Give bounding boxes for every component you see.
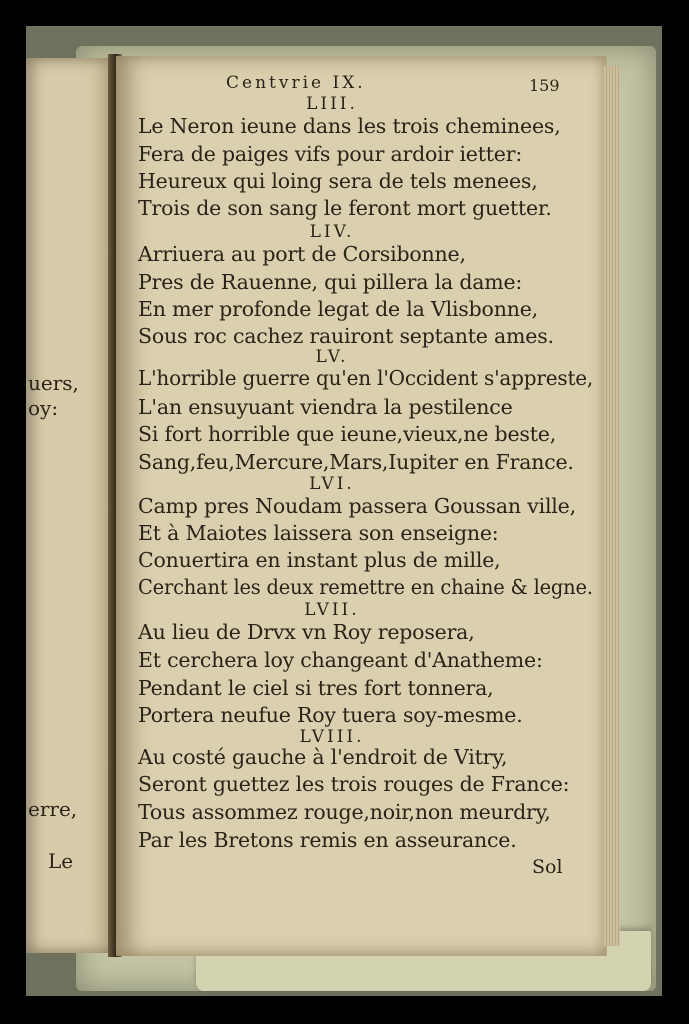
verse-line: L'an ensuyuant viendra la pestilence	[138, 395, 513, 419]
left-fragment: uers,	[28, 371, 79, 395]
verse-line: Heureux qui loing sera de tels menees,	[138, 169, 538, 193]
quatrain-number: LVI.	[309, 474, 355, 494]
quatrain-number: LV.	[315, 347, 349, 367]
left-catchword: Le	[48, 849, 74, 873]
left-fragment: oy:	[28, 396, 59, 420]
verse-line: Arriuera au port de Corsibonne,	[138, 242, 466, 266]
catchword: Sol	[532, 856, 563, 878]
verse-line: Et cerchera loy changeant d'Anatheme:	[138, 648, 543, 672]
left-fragment: erre,	[28, 797, 78, 821]
verse-line: Au lieu de Drvx vn Roy reposera,	[138, 620, 475, 644]
verse-line: Tous assommez rouge,noir,non meurdry,	[138, 800, 551, 824]
verse-line: Fera de paiges vifs pour ardoir ietter:	[138, 142, 523, 166]
verse-line: Et à Maiotes laissera son enseigne:	[138, 521, 499, 545]
page-number: 159	[529, 76, 560, 95]
verse-line: Camp pres Noudam passera Goussan ville,	[138, 494, 576, 518]
verse-line: Portera neufue Roy tuera soy-mesme.	[138, 703, 523, 727]
verse-line: Par les Bretons remis en asseurance.	[138, 828, 517, 852]
verse-line: Si fort horrible que ieune,vieux,ne beste,	[138, 422, 557, 446]
verse-line: Au costé gauche à l'endroit de Vitry,	[138, 745, 508, 769]
verse-line: Pres de Rauenne, qui pillera la dame:	[138, 270, 523, 294]
verse-line: En mer profonde legat de la Vlisbonne,	[138, 297, 538, 321]
verse-line: Le Neron ieune dans les trois cheminees,	[138, 114, 561, 138]
page-edges	[604, 66, 620, 946]
verse-line: Seront guettez les trois rouges de France:	[138, 772, 570, 796]
verse-line: L'horrible guerre qu'en l'Occident s'appreste,	[138, 366, 594, 390]
verse-line: Conuertira en instant plus de mille,	[138, 548, 501, 572]
quatrain-number: LVIII.	[299, 727, 365, 747]
quatrain-number: LIII.	[306, 94, 358, 114]
verse-line: Sous roc cachez rauiront septante ames.	[138, 324, 554, 348]
page-header: Centvrie IX.	[226, 73, 366, 93]
quatrain-number: LIV.	[309, 222, 355, 242]
quatrain-number: LVII.	[304, 600, 360, 620]
verse-line: Sang,feu,Mercure,Mars,Iupiter en France.	[138, 450, 574, 474]
verse-line: Trois de son sang le feront mort guetter.	[138, 196, 552, 220]
verse-line: Cerchant les deux remettre en chaine & legne.	[138, 575, 593, 599]
verse-line: Pendant le ciel si tres fort tonnera,	[138, 676, 494, 700]
